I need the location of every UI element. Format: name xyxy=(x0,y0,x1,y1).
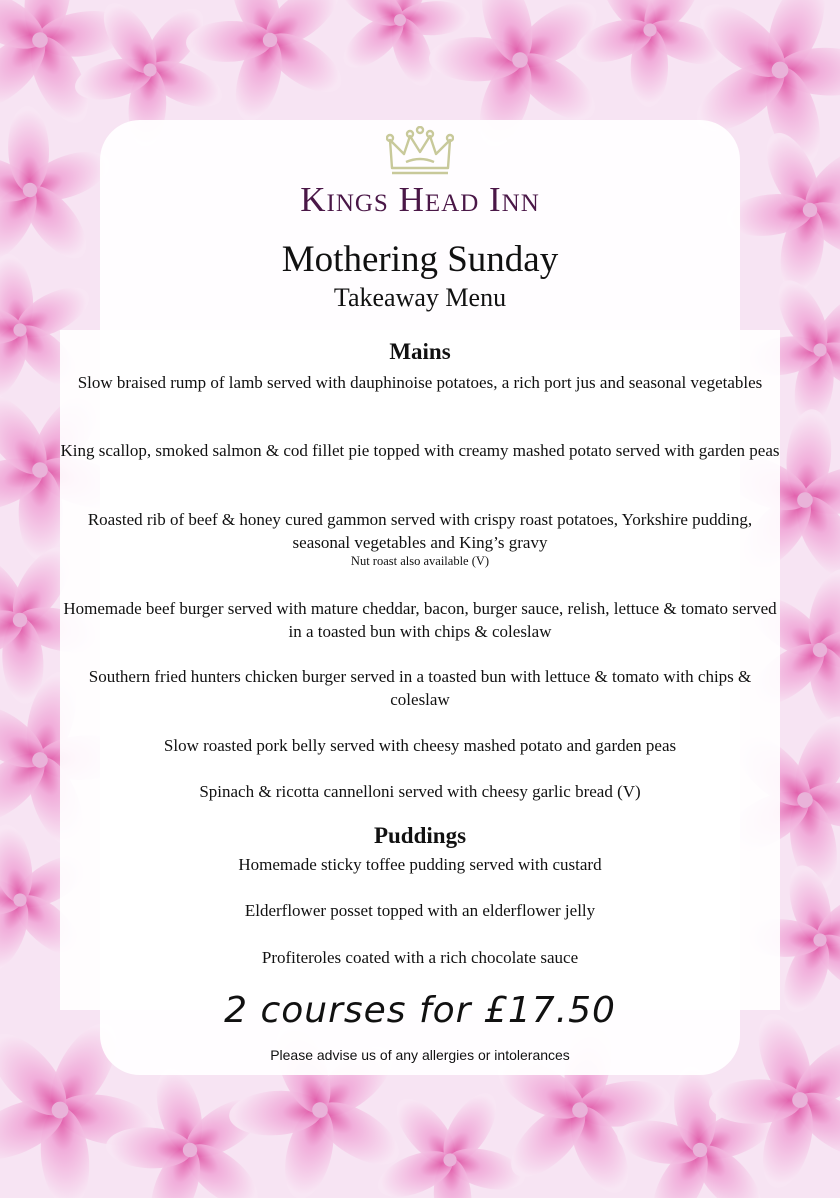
mains-item: Roasted rib of beef & honey cured gammon served with crispy roast potatoes, Yorkshire pudding, seasonal vegetables and King’s gravy xyxy=(87,510,753,552)
menu-subtitle: Takeaway Menu xyxy=(333,283,507,312)
brand-word-2: Head xyxy=(398,180,480,219)
mains-item: Slow braised rump of lamb served with dauphinoise potatoes, a rich port jus and seasonal vegetables xyxy=(77,373,763,392)
mains-item: Spinach & ricotta cannelloni served with cheesy garlic bread (V) xyxy=(199,782,641,801)
mains-heading: Mains xyxy=(389,339,451,364)
menu-title: Mothering Sunday xyxy=(281,239,559,280)
brand-word-1: Kings xyxy=(300,180,389,219)
brand-name xyxy=(0,180,840,220)
puddings-item: Profiteroles coated with a rich chocolate sauce xyxy=(261,948,579,967)
crown-icon xyxy=(386,126,454,180)
puddings-item: Elderflower posset topped with an elderflower jelly xyxy=(244,901,596,920)
puddings-heading: Puddings xyxy=(373,823,467,848)
allergy-notice: Please advise us of any allergies or intolerances xyxy=(270,1047,570,1063)
mains-item: Homemade beef burger served with mature cheddar, bacon, burger sauce, relish, lettuce & tomato served in a toasted bun with chips & coleslaw xyxy=(63,599,777,641)
mains-item: King scallop, smoked salmon & cod fillet pie topped with creamy mashed potato served with garden peas xyxy=(60,441,780,460)
mains-note: Nut roast also available (V) xyxy=(350,554,490,568)
brand-word-3: Inn xyxy=(489,180,540,219)
mains-item: Southern fried hunters chicken burger served in a toasted bun with lettuce & tomato with chips & coleslaw xyxy=(88,667,752,709)
price-offer: 2 courses for £17.50 xyxy=(224,990,616,1031)
puddings-item: Homemade sticky toffee pudding served with custard xyxy=(238,855,602,874)
mains-item: Slow roasted pork belly served with cheesy mashed potato and garden peas xyxy=(163,736,677,755)
